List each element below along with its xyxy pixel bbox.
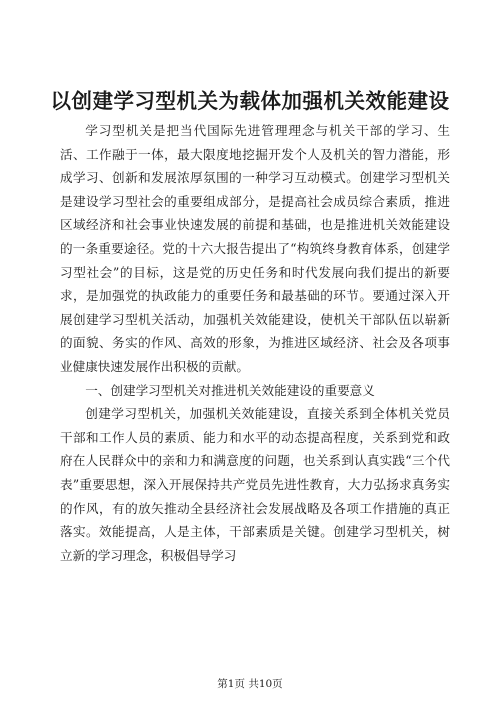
document-title: 以创建学习型机关为载体加强机关效能建设 bbox=[50, 89, 450, 113]
page-footer: 第1页 共10页 bbox=[217, 678, 283, 690]
paragraph-section-one: 创建学习型机关，加强机关效能建设，直接关系到全体机关党员干部和工作人员的素质、能力和水平的动态提高程度，关系到党和政府在人民群众中的亲和力和满意度的问题，也关系到认真实践“三个代表”重要思想，深入开展保持共产党员先进性教育，大力弘扬求真务实的作风，有的放矢推动全县经济社会发展战略及各项工作措施的真正落实。效能提高，人是主体，干部素质是关键。创建学习型机关，树立新的学习理念，积极倡导学习 bbox=[60, 406, 450, 563]
section-heading: 一、创建学习型机关对推进机关效能建设的重要意义 bbox=[85, 382, 375, 398]
paragraph-intro: 学习型机关是把当代国际先进管理理念与机关干部的学习、生活、工作融于一体，最大限度地挖掘开发个人及机关的智力潜能，形成学习、创新和发展浓厚氛围的一种学习互动模式。创建学习型机关是建设学习型社会的重要组成部分，是提高社会成员综合素质，推进区域经济和社会事业快速发展的前提和基础，也是推进机关效能建设的一条重要途径。党的十六大报告提出了“构筑终身教育体系，创建学习型社会”的目标，这是党的历史任务和时代发展向我们提出的新要求，是加强党的执政能力的重要任务和最基础的环节。要通过深入开展创建学习型机关活动，加强机关效能建设，使机关干部队伍以崭新的面貌、务实的作风、高效的形象，为推进区域经济、社会及各项事业健康快速发展作出积极的贡献。 bbox=[60, 123, 450, 374]
document-body bbox=[60, 119, 450, 567]
